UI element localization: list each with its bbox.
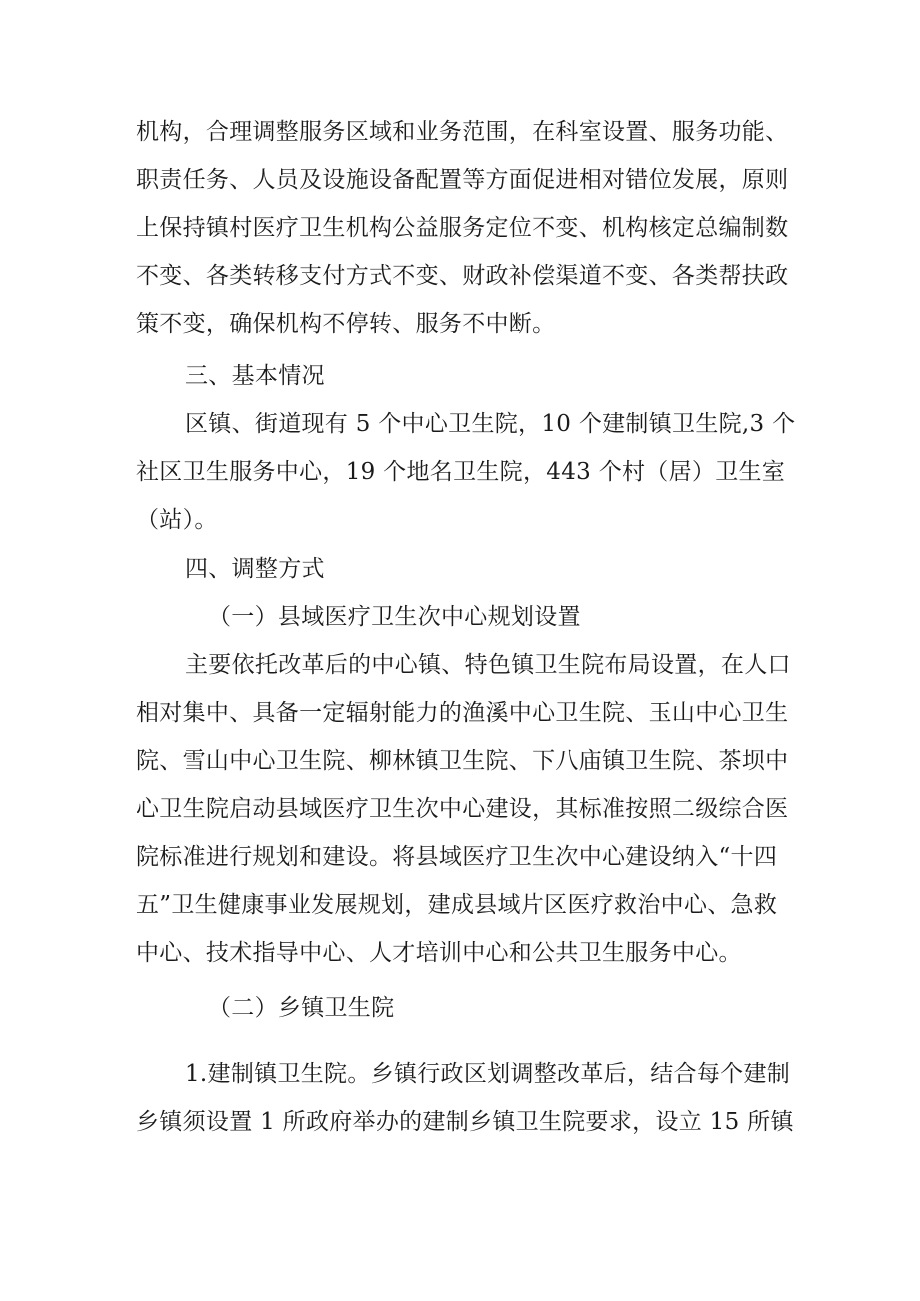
- paragraph-line: 心卫生院启动县域医疗卫生次中心建设，其标准按照二级综合医: [136, 796, 789, 822]
- paragraph-line: 1.建制镇卫生院。乡镇行政区划调整改革后，结合每个建制: [185, 1061, 791, 1087]
- paragraph-line: 五”卫生健康事业发展规划，建成县域片区医疗救治中心、急救: [136, 892, 778, 918]
- paragraph-line: （站）。: [136, 507, 218, 533]
- paragraph-line: 职责任务、人员及设施设备配置等方面促进相对错位发展，原则: [136, 167, 789, 193]
- section-heading-adjustment-method: 四、调整方式: [185, 556, 325, 582]
- paragraph-line: 社区卫生服务中心，19 个地名卫生院，443 个村（居）卫生室: [136, 459, 786, 485]
- paragraph-line: 乡镇须设置 1 所政府举办的建制乡镇卫生院要求，设立 15 所镇: [136, 1109, 794, 1135]
- paragraph-line: 主要依托改革后的中心镇、特色镇卫生院布局设置，在人口: [185, 652, 791, 678]
- subsection-heading-township-hospital: （二）乡镇卫生院: [208, 995, 395, 1021]
- paragraph-2: [136, 400, 796, 544]
- paragraph-3: [136, 641, 791, 977]
- paragraph-line: 不变、各类转移支付方式不变、财政补偿渠道不变、各类帮扶政: [136, 263, 789, 289]
- paragraph-line: 院、雪山中心卫生院、柳林镇卫生院、下八庙镇卫生院、茶坝中: [136, 748, 789, 774]
- paragraph-line: 策不变，确保机构不停转、服务不中断。: [136, 311, 556, 337]
- subsection-heading-county-subcenter: （一）县域医疗卫生次中心规划设置: [208, 604, 581, 630]
- paragraph-line: 机构，合理调整服务区域和业务范围，在科室设置、服务功能、: [136, 119, 789, 145]
- paragraph-line: 中心、技术指导中心、人才培训中心和公共卫生服务中心。: [136, 940, 742, 966]
- paragraph-line: 相对集中、具备一定辐射能力的渔溪中心卫生院、玉山中心卫生: [136, 700, 789, 726]
- paragraph-line: 区镇、街道现有 5 个中心卫生院，10 个建制镇卫生院,3 个: [185, 411, 796, 437]
- paragraph-4: [136, 1050, 794, 1146]
- paragraph-line: 上保持镇村医疗卫生机构公益服务定位不变、机构核定总编制数: [136, 215, 789, 241]
- paragraph-line: 院标准进行规划和建设。将县域医疗卫生次中心建设纳入“十四: [136, 844, 778, 870]
- paragraph-1: [136, 108, 789, 348]
- section-heading-basic-situation: 三、基本情况: [185, 363, 325, 389]
